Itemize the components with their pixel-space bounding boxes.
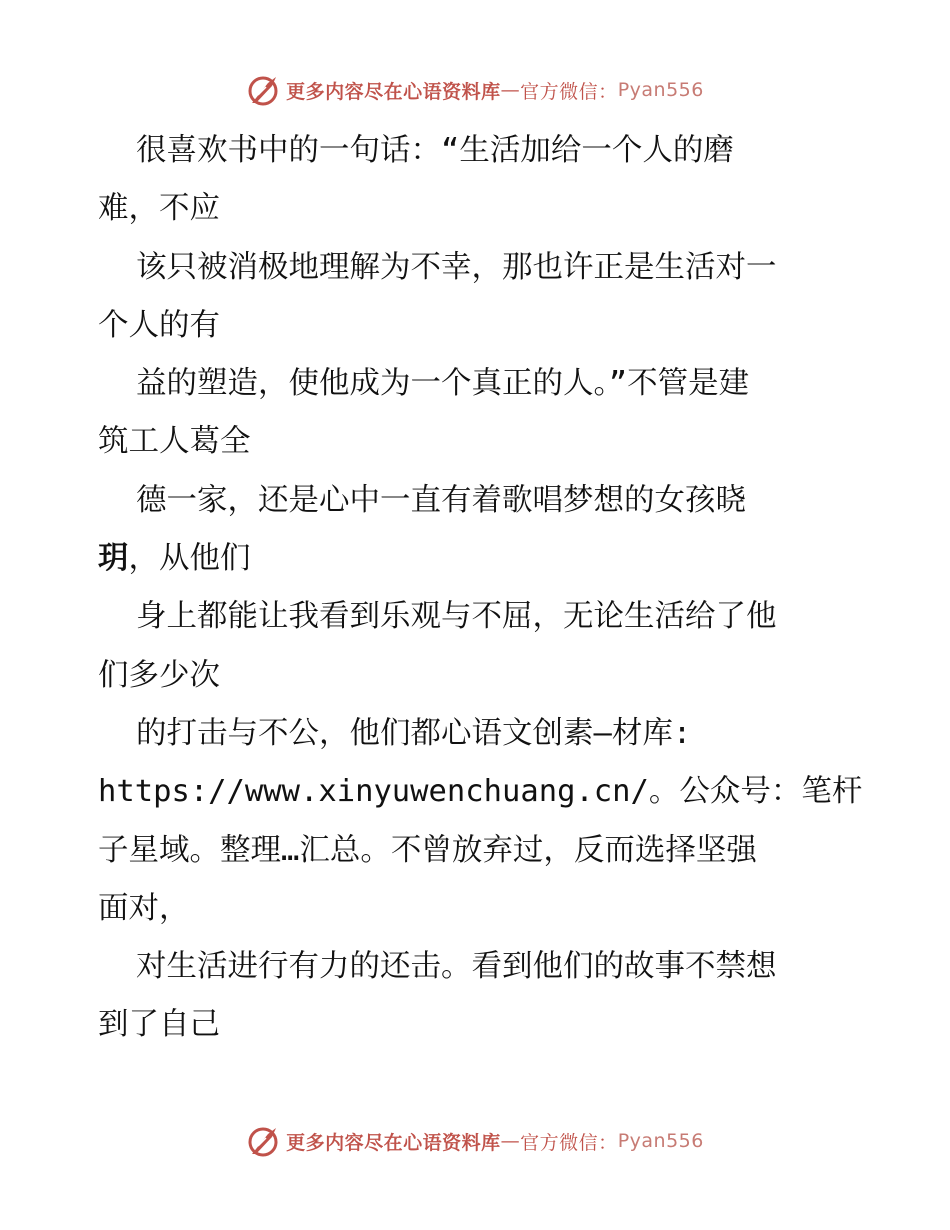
text-line: 面对， [98,890,190,926]
quill-ink-logo-icon [246,73,280,107]
text-line: 子星域。整理…汇总。不曾放弃过，反而选择坚强 [98,832,757,868]
watermark-dash: — [500,79,521,101]
footer-watermark [0,1121,950,1161]
text-line-mixed [98,530,858,588]
text-line: 们多少次 [98,657,220,693]
text-line: 个人的有 [98,307,220,343]
document-body [98,122,863,1055]
text-line: 难，不应 [98,191,220,227]
bold-character: 玥 [98,541,129,577]
text-line: 对生活进行有力的还击。看到他们的故事不禁想 [136,949,777,985]
quill-ink-logo-icon [246,1124,280,1158]
text-line: 筑工人葛全 [98,424,251,460]
text-line: 很喜欢书中的一句话：“生活加给一个人的磨 [136,133,734,168]
text-line: 的打击与不公，他们都心语文创素—材库: [136,715,692,751]
text-line: 益的塑造，使他成为一个真正的人。”不管是建 [136,366,750,402]
watermark-wechat-label: 官方微信： [520,1131,618,1154]
header-watermark [0,70,950,110]
text-line-url: https://www.xinyuwenchuang.cn/。公众号：笔杆 [98,774,863,810]
text-line: 到了自己 [98,1007,220,1043]
watermark-title: 更多内容尽在心语资料库 [286,1131,501,1154]
text-line: 身上都能让我看到乐观与不屈，无论生活给了他 [136,599,777,635]
watermark-wechat-id: Pyan556 [617,79,704,101]
text-line: 德一家，还是心中一直有着歌唱梦想的女孩晓 [136,482,746,518]
text-segment: ，从他们 [128,541,251,577]
watermark-dash: — [500,1130,521,1152]
text-line: 该只被消极地理解为不幸，那也许正是生活对一 [136,249,777,285]
watermark-wechat-id: Pyan556 [617,1130,704,1152]
watermark-title: 更多内容尽在心语资料库 [286,80,501,103]
watermark-wechat-label: 官方微信： [520,80,618,103]
